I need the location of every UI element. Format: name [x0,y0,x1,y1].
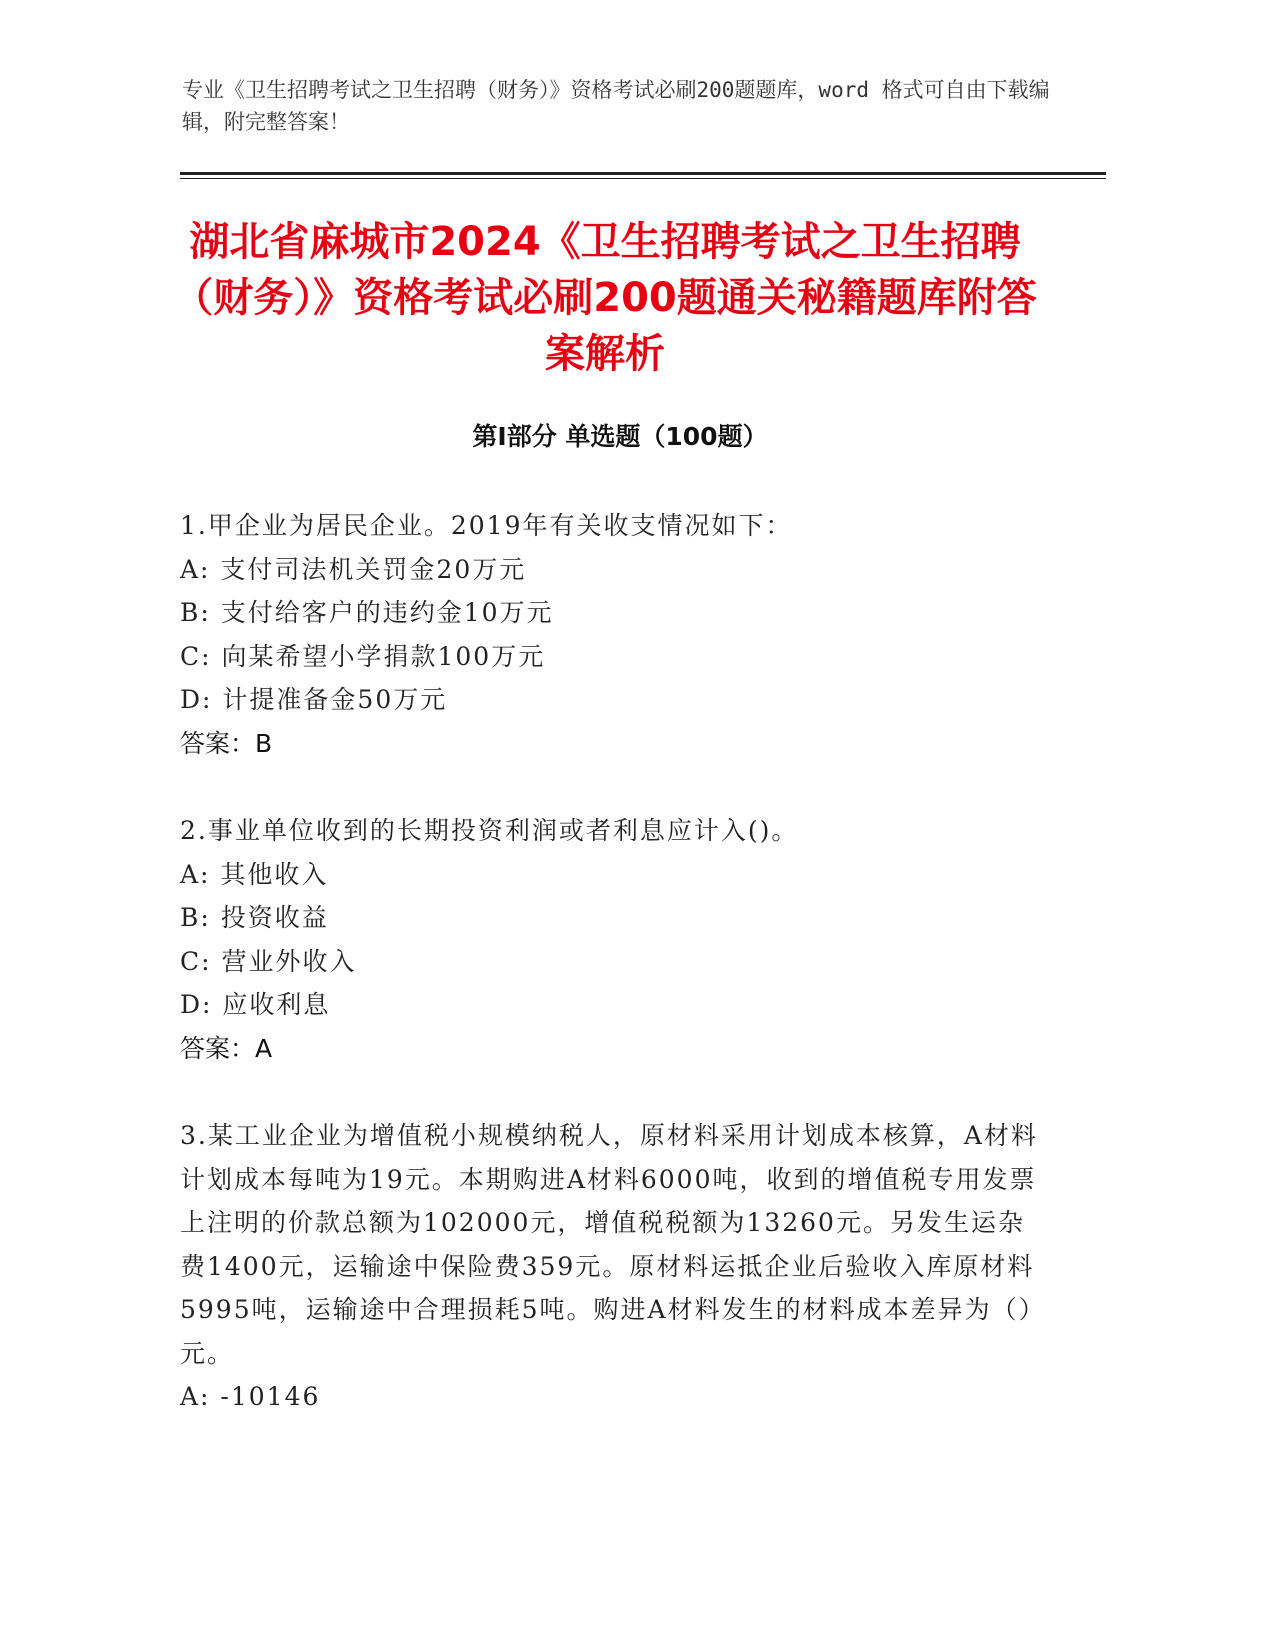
question-item [180,809,1040,1070]
question-stem: 1.甲企业为居民企业。2019年有关收支情况如下： [180,511,793,540]
option-c: C: 向某希望小学捐款100万元 [180,641,546,671]
question-item [180,1114,1040,1419]
option-a: A: -10146 [180,1382,321,1411]
question-stem: 2.事业单位收到的长期投资利润或者利息应计入()。 [180,816,799,845]
question-list [180,504,1040,1463]
option-a: A: 支付司法机关罚金20万元 [180,554,527,584]
document-title: 湖北省麻城市2024《卫生招聘考试之卫生招聘（财务）》资格考试必刷200题通关秘籍题库附答案解析 [173,219,1037,377]
option-d: D: 计提准备金50万元 [180,685,448,714]
answer-line: 答案：B [180,728,273,758]
option-b: B: 投资收益 [180,903,329,932]
question-stem: 3.某工业企业为增值税小规模纳税人，原材料采用计划成本核算，A材料计划成本每吨为19元。本期购进A材料6000吨，收到的增值税专用发票上注明的价款总额为102000元，增值税税额为13260元。另发生运杂费1400元，运输途中保险费359元。原材料运抵企业后验收入库原材料5995吨，运输途中合理损耗5吨。购进A材料发生的材料成本差异为（）元。 [180,1121,1038,1368]
option-a: A: 其他收入 [180,859,329,889]
answer-line: 答案：A [180,1033,273,1063]
header-divider-thin [180,178,1106,179]
option-b: B: 支付给客户的违约金10万元 [180,598,554,627]
option-c: C: 营业外收入 [180,946,357,976]
option-d: D: 应收利息 [180,990,331,1019]
header-divider-thick [180,172,1106,175]
header-note: 专业《卫生招聘考试之卫生招聘（财务）》资格考试必刷200题题库，word 格式可自由下载编辑，附完整答案！ [182,78,1050,134]
section-title: 第I部分 单选题（100题） [472,422,768,451]
question-item [180,504,1040,765]
